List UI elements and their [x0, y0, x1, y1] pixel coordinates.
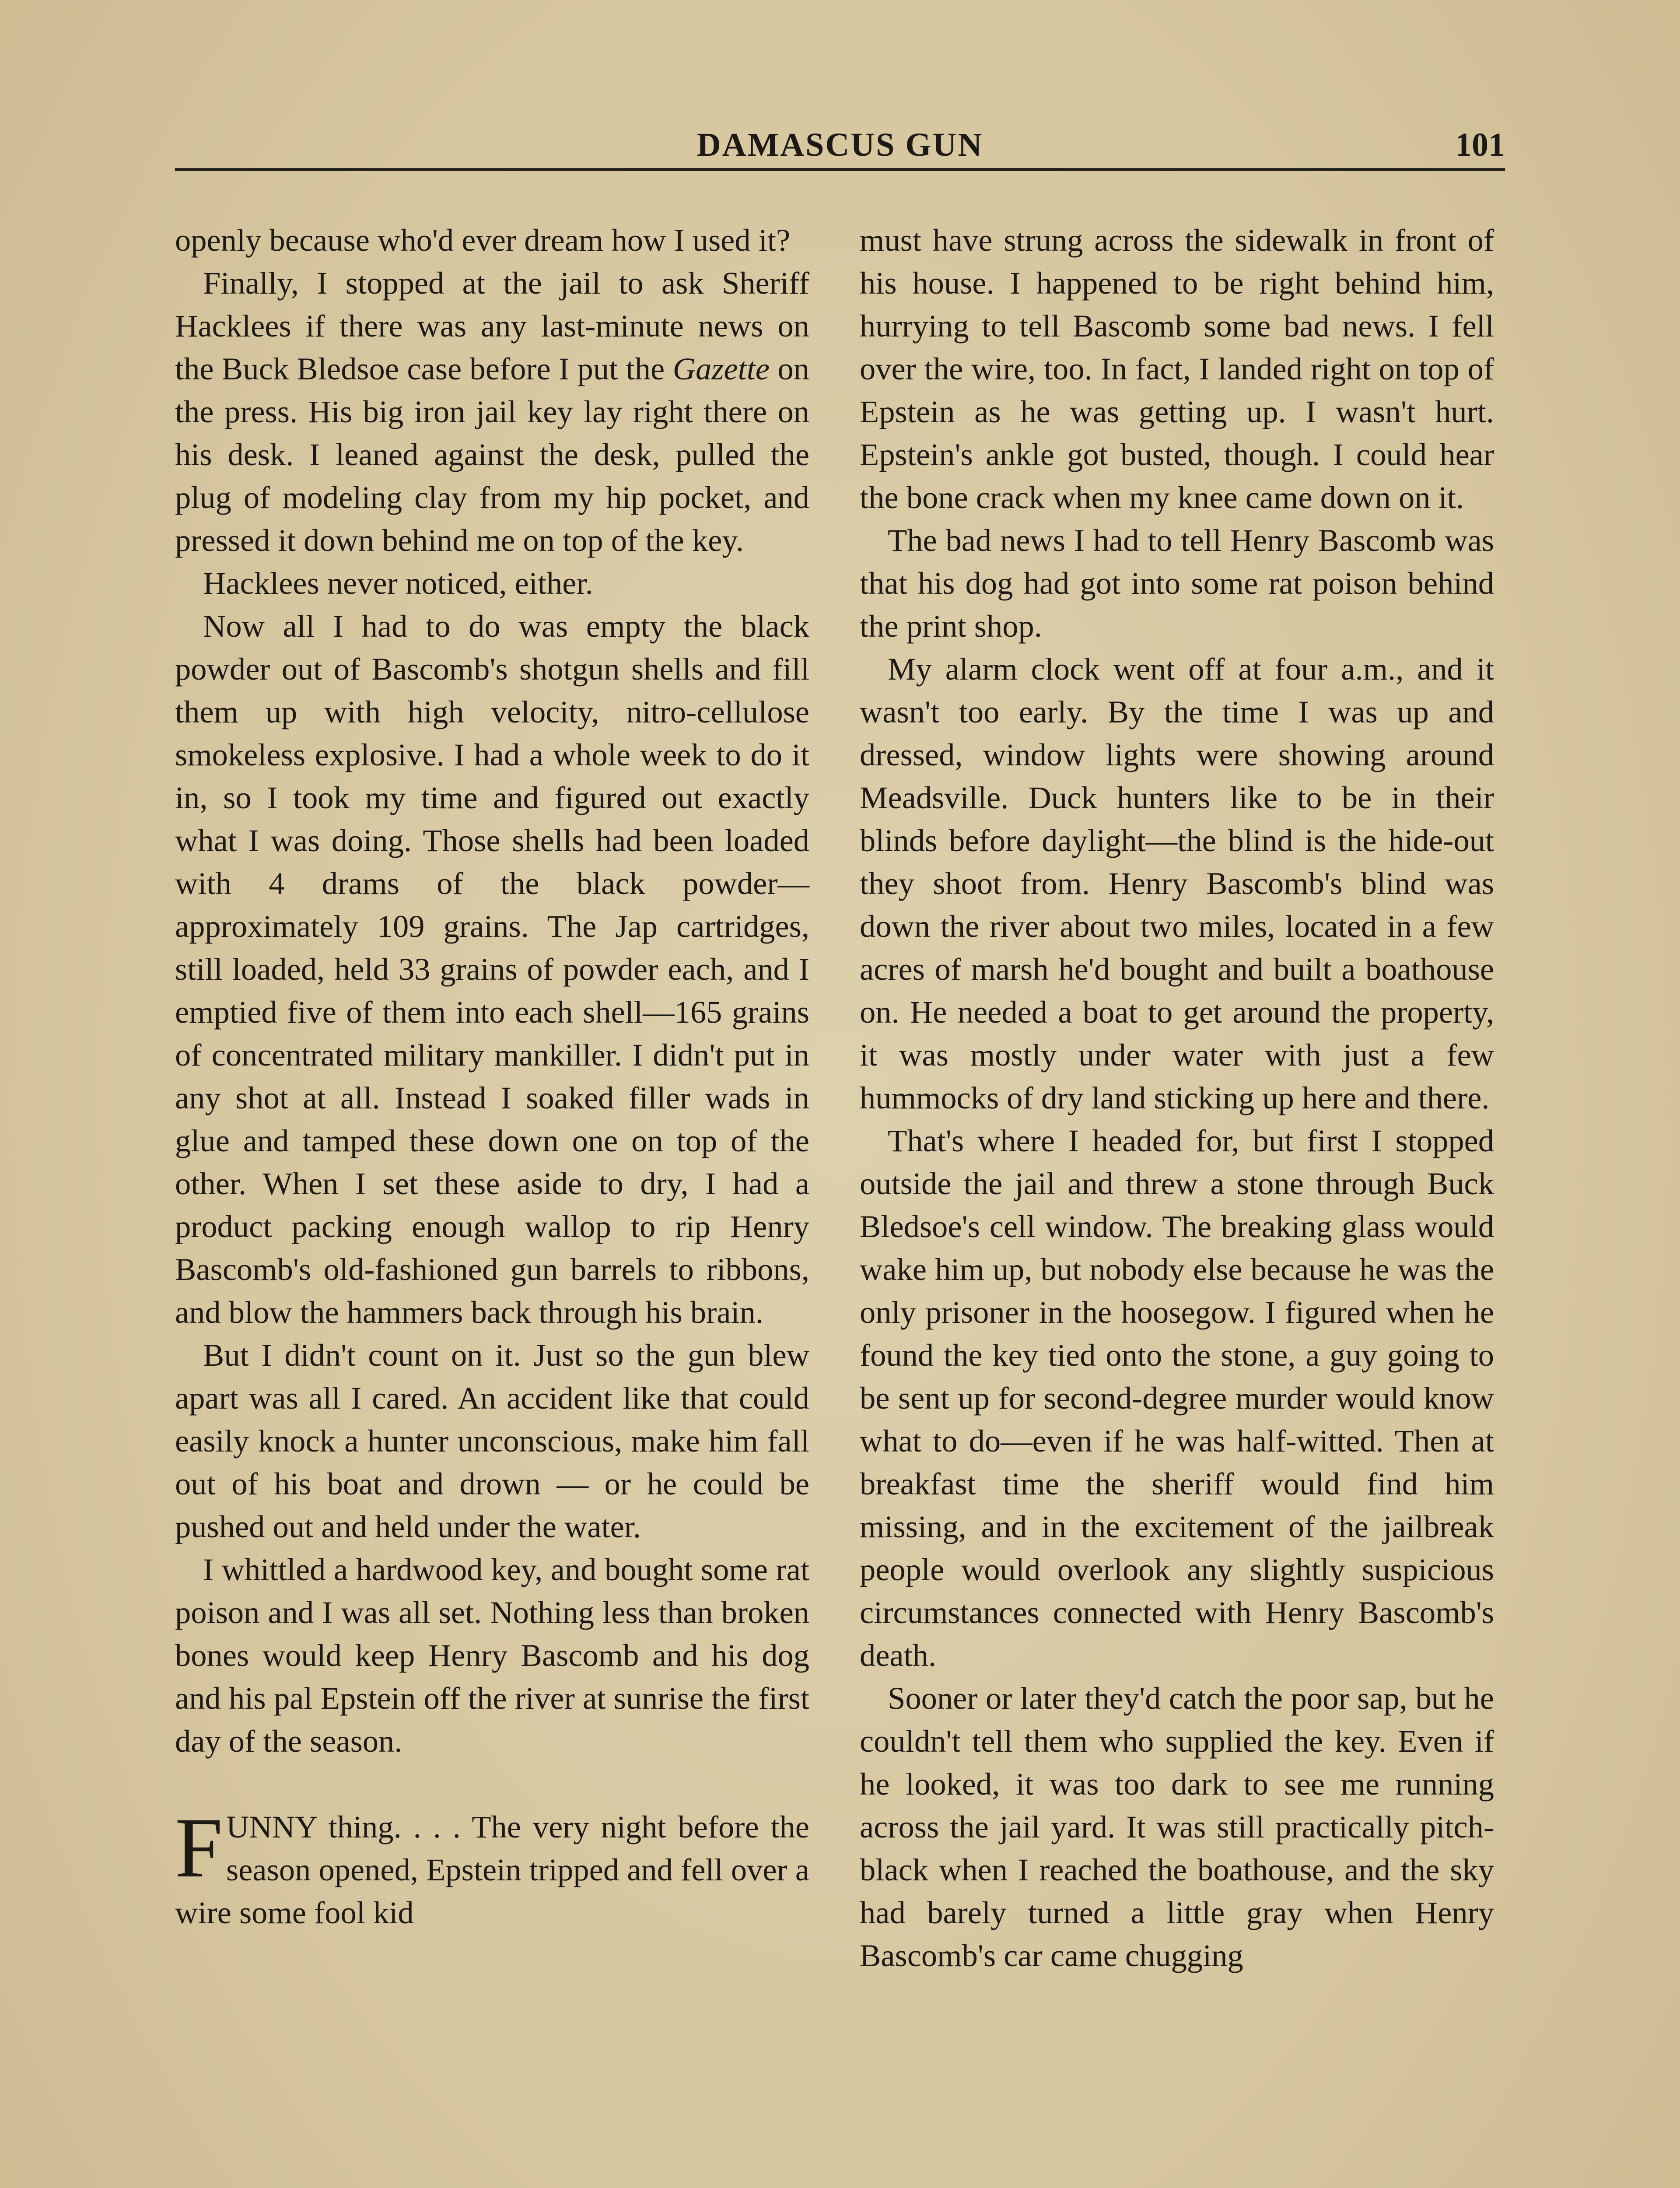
- page-number: 101: [1455, 126, 1505, 163]
- paragraph: Sooner or later they'd catch the poor sap, but he couldn't tell them who supplied the key. Even if he looked, it was too dark to see me running across the jail yard. It was still practically pitch-black when I reached the boathouse, and the sky had barely turned a little gray when Henry Bascomb's car came chugging: [860, 1680, 1494, 1973]
- newspaper-name: Gazette: [672, 351, 770, 386]
- paragraph: must have strung across the sidewalk in front of his house. I happened to be right behind him, hurrying to tell Bascomb some bad news. I fell over the wire, too. In fact, I landed right on top of Epstein as he was getting up. I wasn't hurt. Epstein's ankle got busted, though. I could hear the bone crack when my knee came down on it.: [860, 222, 1494, 515]
- paragraph: The bad news I had to tell Henry Bascomb was that his dog had got into some rat poison behind the print shop.: [860, 522, 1494, 644]
- paragraph: That's where I headed for, but first I stopped outside the jail and threw a stone through Buck Bledsoe's cell window. The breaking glass would wake him up, but nobody else because he was the only prisoner in the hoosegow. I figured when he found the key tied onto the stone, a guy going to be sent up for second-degree murder would know what to do—even if he was half-witted. Then at breakfast time the sheriff would find him missing, and in the excitement of the jailbreak people would overlook any slightly suspicious circumstances connected with Henry Bascomb's death.: [860, 1123, 1494, 1673]
- right-column: [860, 219, 1494, 1977]
- paragraph-text: UNNY thing. . . . The very night before the season opened, Epstein tripped and fell over a wire some fool kid: [175, 1809, 809, 1930]
- header-rule: [175, 168, 1505, 171]
- paragraph: [175, 262, 809, 562]
- running-title: DAMASCUS GUN: [696, 126, 984, 163]
- paragraph: Now all I had to do was empty the black powder out of Bascomb's shotgun shells and fill them up with high velocity, nitro-cellulose smokeless explosive. I had a whole week to do it in, so I took my time and figured out exactly what I was doing. Those shells had been loaded with 4 drams of the black powder—approximately 109 grains. The Jap cartridges, still loaded, held 33 grains of powder each, and I emptied five of them into each shell—165 grains of concentrated military mankiller. I didn't put in any shot at all. Instead I soaked filler wads in glue and tamped these down one on top of the other. When I set these aside to dry, I had a product packing enough wallop to rip Henry Bascomb's old-fashioned gun barrels to ribbons, and blow the hammers back through his brain.: [175, 608, 809, 1330]
- paragraph: openly because who'd ever dream how I used it?: [175, 222, 791, 258]
- paragraph: I whittled a hardwood key, and bought some rat poison and I was all set. Nothing less than broken bones would keep Henry Bascomb and his dog and his pal Epstein off the river at sunrise the first day of the season.: [175, 1552, 809, 1759]
- paragraph: My alarm clock went off at four a.m., and it wasn't too early. By the time I was up and dressed, window lights were showing around Meadsville. Duck hunters like to be in their blinds before daylight—the blind is the hide-out they shoot from. Henry Bascomb's blind was down the river about two miles, located in a few acres of marsh he'd bought and built a boathouse on. He needed a boat to get around the property, it was mostly under water with just a few hummocks of dry land sticking up here and there.: [860, 651, 1494, 1115]
- paragraph-text: Finally, I stopped at the jail to ask Sheriff Hacklees if there was any last-minute news on the Buck Bledsoe case before I put the: [175, 265, 809, 386]
- page-header: [175, 118, 1505, 163]
- paragraph: Hacklees never noticed, either.: [203, 565, 593, 601]
- section-opening-paragraph: [175, 1800, 809, 1934]
- paragraph-text: on the press. His big iron jail key lay right there on his desk. I leaned against the desk, pulled the plug of modeling clay from my hip pocket, and pressed it down behind me on top of the key.: [175, 351, 810, 558]
- drop-cap: F: [175, 1800, 223, 1895]
- left-column: [175, 219, 809, 1934]
- paragraph: But I didn't count on it. Just so the gun blew apart was all I cared. An accident like that could easily knock a hunter unconscious, make him fall out of his boat and drown — or he could be pushed out and held under the water.: [175, 1337, 809, 1544]
